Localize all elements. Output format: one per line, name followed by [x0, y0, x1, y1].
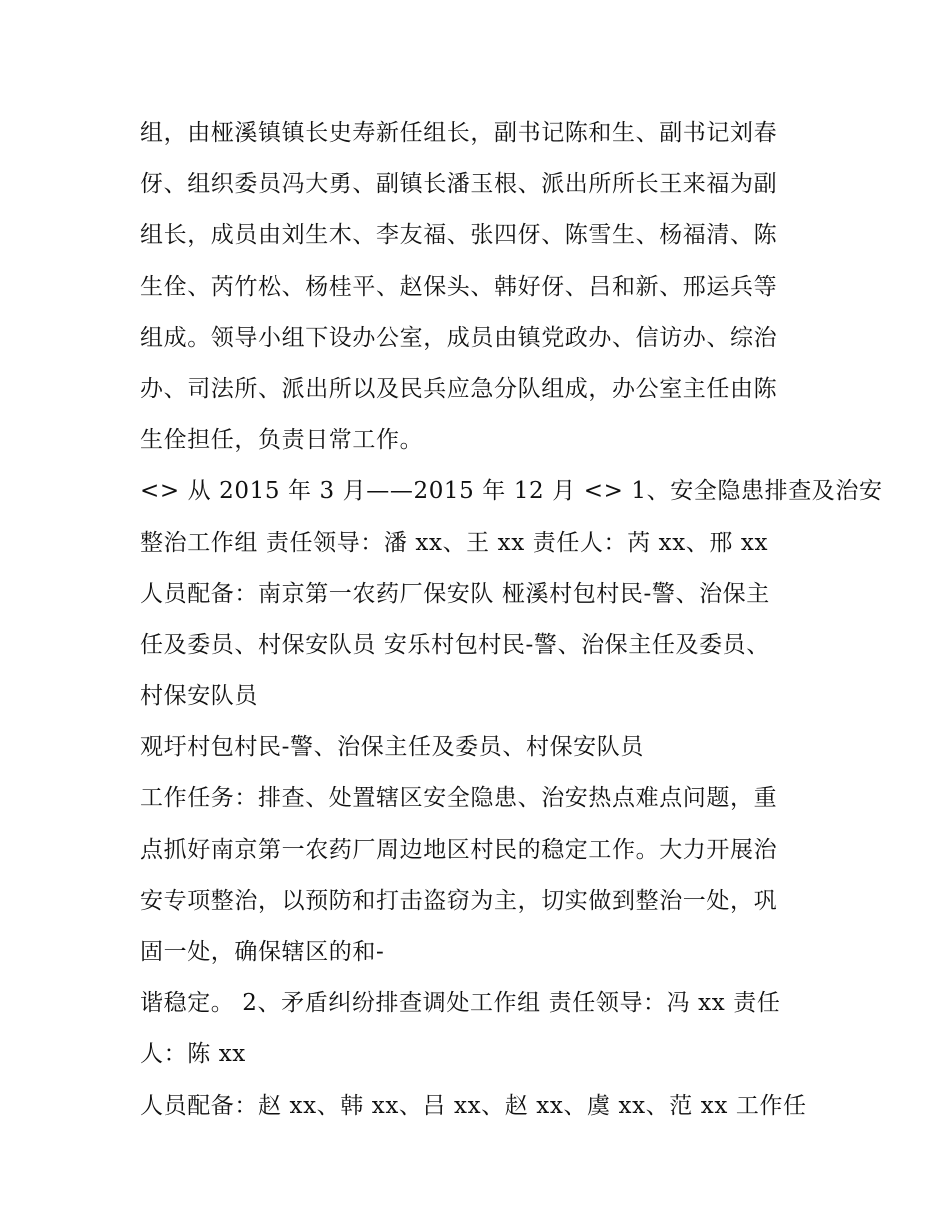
- text-line-16: 安专项整治，以预防和打击盗窃为主，切实做到整治一处，巩: [140, 887, 778, 914]
- text-line-15: 点抓好南京第一农药厂周边地区村民的稳定工作。大力开展治: [140, 836, 778, 863]
- text-line-1: 组，由桠溪镇镇长史寿新任组长，副书记陈和生、副书记刘春: [140, 120, 778, 146]
- text-line-2: 伢、组织委员冯大勇、副镇长潘玉根、派出所所长王来福为副: [140, 171, 778, 198]
- text-line-3: 组长，成员由刘生木、李友福、张四伢、陈雪生、杨福清、陈: [140, 222, 778, 249]
- text-line-5: 组成。领导小组下设办公室，成员由镇党政办、信访办、综治: [140, 324, 778, 351]
- text-line-8: <> 从 2015 年 3 月——2015 年 12 月 <> 1、安全隐患排查及治安: [140, 478, 883, 505]
- text-line-9: 整治工作组 责任领导：潘 xx、王 xx 责任人：芮 xx、邢 xx: [140, 529, 769, 556]
- text-line-7: 生佺担任，负责日常工作。: [140, 427, 424, 454]
- text-line-13: 观圩村包村民-警、治保主任及委员、村保安队员: [140, 734, 644, 761]
- text-line-10: 人员配备：南京第一农药厂保安队 桠溪村包村民-警、治保主: [140, 580, 770, 607]
- text-line-14: 工作任务：排查、处置辖区安全隐患、治安热点难点问题，重: [140, 785, 778, 812]
- text-line-19: 人：陈 xx: [140, 1041, 246, 1068]
- document-body: [140, 108, 883, 1132]
- text-line-4: 生佺、芮竹松、杨桂平、赵保头、韩好伢、吕和新、邢运兵等: [140, 273, 778, 300]
- text-line-6: 办、司法所、派出所以及民兵应急分队组成，办公室主任由陈: [140, 375, 778, 402]
- text-line-20: 人员配备：赵 xx、韩 xx、吕 xx、赵 xx、虞 xx、范 xx 工作任: [140, 1092, 807, 1119]
- text-line-17: 固一处，确保辖区的和-: [140, 939, 385, 965]
- text-line-12: 村保安队员: [140, 683, 258, 710]
- text-line-11: 任及委员、村保安队员 安乐村包村民-警、治保主任及委员、: [140, 631, 770, 658]
- text-line-18: 谐稳定。 2、矛盾纠纷排查调处工作组 责任领导：冯 xx 责任: [140, 990, 781, 1017]
